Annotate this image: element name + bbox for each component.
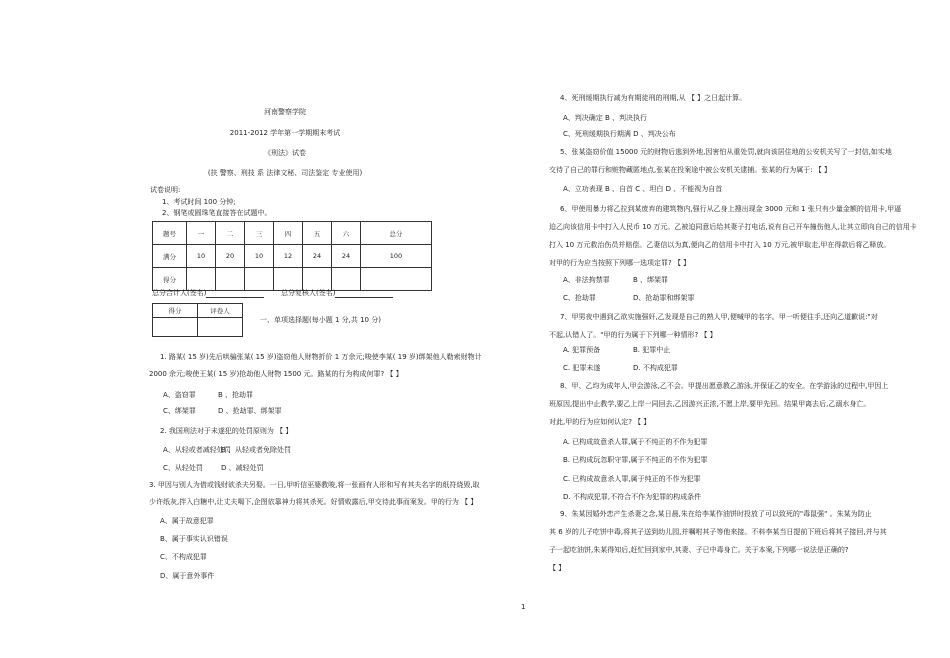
question-3-option: A、属于故意犯罪	[160, 517, 214, 525]
question-7-option: B. 犯罪中止	[633, 346, 671, 354]
question-9-text: 其 6 岁的儿子吃饼中毒,将其子送到幼儿园,并嘱咐其子等他来接。不料李某当日提前下班后将其子接回,并与其	[549, 528, 887, 536]
question-6-text: 迫乙向该信用卡中打入人民币 10 万元。乙被迫同意后给其妻子打电话,说有自己开车撞伤他人,让其立即向自己的信用卡	[549, 223, 917, 231]
header-term: 2011-2012 学年第一学期期末考试	[229, 129, 341, 137]
question-9-text: 【 】	[549, 564, 566, 572]
question-7-option: A. 犯罪预备	[563, 346, 601, 354]
question-7-text: 不起,认错人了。"甲的行为属于下列哪一种情形? 【 】	[549, 331, 717, 339]
question-6-text: 对甲的行为应当按照下列哪一选项定罪? 【 】	[549, 259, 691, 267]
question-8-option: D. 不构成犯罪,不符合不作为犯罪的构成条件	[563, 493, 702, 501]
question-2-option: A、从轻或者减轻处罚	[163, 446, 231, 454]
instructions-title: 试卷说明:	[150, 186, 181, 194]
score-cell: 24	[332, 245, 361, 268]
score-cell: 一	[187, 222, 216, 245]
instruction-item: 2、钢笔或圆珠笔直接答在试题中。	[162, 209, 272, 217]
question-1-option: B 、抢劫罪	[218, 391, 254, 399]
question-6-option: D、抢劫罪和绑架罪	[633, 294, 695, 302]
question-2-text: 2. 我国刑法对于未遂犯的处罚原则为 【 】	[160, 427, 293, 435]
reviewer-signature	[281, 289, 393, 298]
question-3-option: C、不构成犯罪	[160, 553, 207, 561]
score-cell: 二	[216, 222, 245, 245]
grader-box-label: 评卷人	[198, 304, 243, 318]
section1-title: 一、单项选择题(每小题 1 分,共 10 分)	[260, 316, 381, 324]
score-cell: 10	[187, 245, 216, 268]
score-row	[153, 268, 432, 291]
score-cell: 满分	[153, 245, 187, 268]
question-8-text: 8、甲、乙均为成年人,甲会游泳,乙不会。甲提出愿意教乙游泳,并保证乙的安全。在学游泳的过程中,甲因上	[560, 382, 889, 390]
header-row	[153, 222, 432, 245]
question-7-option: C. 犯罪未遂	[563, 364, 601, 372]
question-3-text: 少许纸灰,拌入白糖中,让丈夫喝下,企图依靠神力将其杀死。好情败露后,甲交待此事而案发。甲的行为 【 】	[149, 498, 478, 506]
total-scorer-signature-label: 总分合计人(签名)	[152, 289, 207, 297]
question-9-text: 9、朱某因婚外恋产生杀妻之念,某日晨,朱在给李某作油饼时投放了可以致死的"毒鼠强" 。朱某为防止	[560, 510, 872, 518]
question-2-option: D 、减轻处罚	[221, 464, 264, 472]
question-8-text: 班原因,提出中止教学,要乙上岸一同回去,乙因游兴正浓,不愿上岸,要甲先回。结果甲离去后,乙溺水身亡。	[549, 400, 871, 408]
score-cell: 总分	[361, 222, 432, 245]
grader-box-cell[interactable]	[198, 318, 243, 337]
grader-box-label: 得分	[153, 304, 198, 318]
question-6-text: 打入 10 万元救治伤员并赔偿。乙妻信以为真,便向乙的信用卡中打入 10 万元,被甲取走,甲在得款后将乙释放。	[549, 241, 891, 249]
score-cell: 三	[245, 222, 274, 245]
question-4-option: C、死刑缓期执行期满 D 、判决公布	[563, 130, 676, 138]
score-cell: 四	[274, 222, 303, 245]
question-9-text: 子一起吃油饼,朱某得知后,赶忙回到家中,其妻、子已中毒身亡。关于本案,下列哪一说法是正确的?	[549, 546, 849, 554]
score-cell: 题号	[153, 222, 187, 245]
score-cell[interactable]	[303, 268, 332, 291]
total-scorer-signature	[152, 289, 264, 298]
question-5-text: 5、张某盗窃价值 15000 元的财物后逃到外地,因害怕从重处罚,就向该居住地的公安机关写了一封信,如实地	[560, 148, 892, 156]
question-3-option: B、属于事实认识错误	[160, 535, 228, 543]
score-cell[interactable]	[216, 268, 245, 291]
score-cell[interactable]	[332, 268, 361, 291]
question-7-option: D. 不构成犯罪	[633, 364, 678, 372]
score-cell[interactable]	[361, 268, 432, 291]
question-6-option: A、非法拘禁罪	[563, 276, 610, 284]
full-marks-row	[153, 245, 432, 268]
total-scorer-signature-line[interactable]	[206, 290, 264, 298]
question-5-option: A、立功表现 B 、自首 C 、坦白 D 、不能视为自首	[563, 185, 723, 193]
question-1-text: 2000 余元;唆使王某( 15 岁)抢劫他人财物 1500 元。路某的行为构成何罪? 【 】	[149, 370, 403, 378]
question-4-text: 4、死刑缓期执行减为有期徒刑的刑期,从 【 】之日起计算。	[560, 94, 747, 102]
score-cell: 10	[245, 245, 274, 268]
question-8-option: A. 已构成故意杀人罪,属于不纯正的不作为犯罪	[563, 438, 708, 446]
question-6-text: 6、甲使用暴力将乙拉到某废弃的建筑物内,强行从乙身上搜出现金 3000 元和 1 张只有少量金额的信用卡,甲逼	[560, 205, 902, 213]
header-subject: 《刑法》试卷	[264, 149, 306, 157]
page-number: 1	[521, 603, 526, 611]
question-3-text: 3. 甲因与别人为借或钱财欲杀夫另娶。一日,甲听信巫婆教唆,将一张画有人形和写有其夫名字的纸符烧毁,取	[149, 481, 480, 489]
score-table	[152, 221, 432, 291]
score-cell[interactable]	[245, 268, 274, 291]
grader-box-cell[interactable]	[153, 318, 198, 337]
score-cell: 五	[303, 222, 332, 245]
grader-box	[152, 303, 243, 337]
question-2-option: B 、从轻或者免除处罚	[221, 446, 292, 454]
question-2-option: C、从轻处罚	[163, 464, 203, 472]
question-6-option: B 、绑架罪	[633, 276, 669, 284]
reviewer-signature-line[interactable]	[335, 290, 393, 298]
question-5-text: 交待了自己的罪行和赃物藏匿地点,张某在投案途中被公安机关逮捕。张某的行为属于: 【 】	[549, 166, 832, 174]
question-1-option: C、绑架罪	[163, 407, 196, 415]
instruction-item: 1、考试时间 100 分钟;	[162, 198, 236, 206]
score-cell: 20	[216, 245, 245, 268]
question-6-option: C、抢劫罪	[563, 294, 596, 302]
question-8-text: 对此,甲的行为应如何认定? 【 】	[549, 418, 651, 426]
question-1-text: 1. 路某( 15 岁)先后哄骗张某( 15 岁)盗窃他人财物折价 1 万余元;唆使李某( 19 岁)绑架他人勒索财物计	[160, 353, 482, 361]
score-cell[interactable]	[274, 268, 303, 291]
score-cell[interactable]	[187, 268, 216, 291]
score-cell: 24	[303, 245, 332, 268]
question-7-text: 7、甲男夜中遇到乙欲实施强奸,乙发现是自己的熟人甲,便喊甲的名字。甲一听便往手,还向乙道歉说:"对	[560, 313, 878, 321]
score-cell: 得分	[153, 268, 187, 291]
question-8-option: C. 已构成故意杀人罪,属于纯正的不作为犯罪	[563, 475, 701, 483]
header-audience: (扶 警察、刑技 系 法律文秘、司法鉴定 专业使用)	[207, 169, 363, 177]
score-cell: 100	[361, 245, 432, 268]
score-cell: 六	[332, 222, 361, 245]
score-cell: 12	[274, 245, 303, 268]
question-3-option: D、属于意外事件	[160, 572, 215, 580]
header-school: 河南警察学院	[264, 108, 306, 116]
question-1-option: A、盗窃罪	[163, 391, 196, 399]
question-4-option: A、判决确定 B 、判决执行	[563, 114, 648, 122]
reviewer-signature-label: 总分复核人(签名)	[281, 289, 336, 297]
question-8-option: B. 已构成玩忽职守罪,属于不纯正的不作为犯罪	[563, 456, 708, 464]
question-1-option: D 、抢劫罪、绑架罪	[218, 407, 282, 415]
